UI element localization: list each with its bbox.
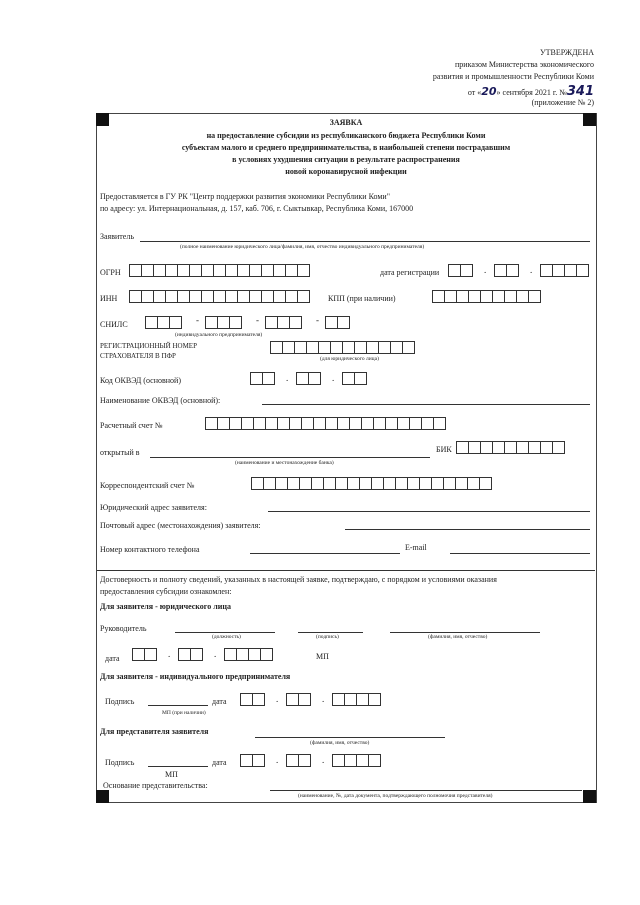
okved-code-label: Код ОКВЭД (основной) [100, 376, 181, 385]
representative-date-year-cells[interactable] [332, 754, 380, 767]
inn-label: ИНН [100, 294, 118, 303]
representative-name-input-line[interactable] [255, 737, 445, 738]
marker-square [96, 790, 109, 803]
head-label: Руководитель [100, 624, 147, 633]
legal-date-day-cells[interactable] [132, 648, 156, 661]
snils-cells-3[interactable] [265, 316, 301, 329]
pfr-cells[interactable] [270, 341, 414, 354]
individual-date-label: дата [212, 697, 227, 706]
bik-label: БИК [436, 445, 452, 454]
postal-address-label: Почтовый адрес (местонахождения) заявителя: [100, 521, 261, 530]
pfr-hint: (для юридического лица) [320, 356, 379, 362]
reg-date-month-cells[interactable] [494, 264, 518, 277]
representative-mp: МП [165, 770, 178, 779]
head-name-input-line[interactable] [390, 632, 540, 633]
bik-cells[interactable] [456, 441, 564, 454]
email-label: E-mail [405, 543, 427, 552]
account-cells[interactable] [205, 417, 445, 430]
form-title: ЗАЯВКА [329, 118, 363, 127]
okved-name-label: Наименование ОКВЭД (основной): [100, 396, 221, 405]
approval-line2: развития и промышленности Республики Коми [432, 72, 594, 81]
submission-line2: по адресу: ул. Интернациональная, д. 157, каб. 706, г. Сыктывкар, Республика Коми, 167000 [100, 204, 414, 213]
individual-mp-hint: МП (при наличии) [162, 710, 206, 716]
bank-input-line[interactable] [150, 457, 430, 458]
heading-line2: субъектам малого и среднего предпринимательства, в наибольшей степени пострадавшим [181, 143, 511, 152]
legal-address-input-line[interactable] [268, 511, 590, 512]
pfr-label-line1: РЕГИСТРАЦИОННЫЙ НОМЕР [100, 342, 197, 350]
individual-signature-label: Подпись [105, 697, 135, 706]
okved-cells-2[interactable] [296, 372, 320, 385]
signature-input-line[interactable] [298, 632, 363, 633]
ogrn-label: ОГРН [100, 268, 121, 277]
representative-date-day-cells[interactable] [240, 754, 264, 767]
ogrn-cells[interactable] [129, 264, 309, 277]
approval-line1: приказом Министерства экономического [455, 60, 594, 69]
marker-square [583, 790, 596, 803]
heading-line4: новой коронавирусной инфекции [285, 167, 407, 176]
okved-name-input-line[interactable] [262, 404, 590, 405]
phone-input-line[interactable] [250, 553, 400, 554]
legal-mp: МП [316, 652, 329, 661]
approval-title: УТВЕРЖДЕНА [539, 48, 594, 57]
individual-date-day-cells[interactable] [240, 693, 264, 706]
legal-date-label: дата [105, 654, 120, 663]
applicant-hint: (полное наименование юридического лица/фамилия, имя, отчество индивидуального предпринимателя) [180, 244, 425, 250]
kpp-label: КПП (при наличии) [328, 294, 396, 303]
legal-address-label: Юридический адрес заявителя: [100, 503, 207, 512]
position-hint: (должность) [212, 634, 241, 640]
account-label: Расчетный счет № [100, 421, 163, 430]
heading-line1: на предоставление субсидии из республиканского бюджета Республики Коми [206, 131, 486, 140]
representative-signature-label: Подпись [105, 758, 135, 767]
representative-title: Для представителя заявителя [100, 727, 209, 736]
approval-line3: от «20» сентября 2021 г. №341 [467, 84, 594, 99]
legal-date-month-cells[interactable] [178, 648, 202, 661]
snils-hint: (индивидуального предпринимателя) [175, 332, 263, 338]
inn-cells[interactable] [129, 290, 309, 303]
representative-name-hint: (фамилия, имя, отчество) [310, 740, 370, 746]
applicant-label: Заявитель [100, 232, 134, 241]
phone-label: Номер контактного телефона [100, 545, 200, 554]
snils-cells-4[interactable] [325, 316, 349, 329]
confirmation-line1: Достоверность и полноту сведений, указанных в настоящей заявке, подтверждаю, с порядком и условиями оказания [100, 575, 497, 584]
postal-address-input-line[interactable] [345, 529, 590, 530]
basis-hint: (наименование, №, дата документа, подтверждающего полномочия представителя) [298, 793, 493, 799]
position-input-line[interactable] [175, 632, 275, 633]
applicant-input-line[interactable] [140, 241, 590, 242]
head-name-hint: (фамилия, имя, отчество) [428, 634, 488, 640]
heading-line3: в условиях ухудшения ситуации в результате распространения [232, 155, 460, 164]
corr-account-label: Корреспондентский счет № [100, 481, 195, 490]
individual-title: Для заявителя - индивидуального предпринимателя [100, 672, 291, 681]
representative-date-month-cells[interactable] [286, 754, 310, 767]
section-divider [97, 570, 595, 571]
pfr-label-line2: СТРАХОВАТЕЛЯ В ПФР [100, 352, 176, 360]
snils-cells-1[interactable] [145, 316, 181, 329]
basis-input-line[interactable] [270, 790, 582, 791]
individual-date-month-cells[interactable] [286, 693, 310, 706]
approval-line4: (приложение № 2) [531, 98, 594, 107]
okved-cells-1[interactable] [250, 372, 274, 385]
corr-account-cells[interactable] [251, 477, 491, 490]
legal-entity-title: Для заявителя - юридического лица [100, 602, 231, 611]
snils-cells-2[interactable] [205, 316, 241, 329]
submission-line1: Предоставляется в ГУ РК "Центр поддержки развития экономики Республики Коми" [100, 192, 390, 201]
approval-number: 341 [566, 84, 594, 99]
opened-in-label: открытый в [100, 448, 140, 457]
reg-date-day-cells[interactable] [448, 264, 472, 277]
reg-date-year-cells[interactable] [540, 264, 588, 277]
kpp-cells[interactable] [432, 290, 540, 303]
reg-date-label: дата регистрации [380, 268, 440, 277]
snils-label: СНИЛС [100, 320, 128, 329]
individual-date-year-cells[interactable] [332, 693, 380, 706]
email-input-line[interactable] [450, 553, 590, 554]
legal-date-year-cells[interactable] [224, 648, 272, 661]
individual-signature-input-line[interactable] [148, 705, 208, 706]
representative-signature-input-line[interactable] [148, 766, 208, 767]
bank-hint: (наименование и местонахождение банка) [235, 460, 334, 466]
basis-label: Основание представительства: [103, 781, 208, 790]
okved-cells-3[interactable] [342, 372, 366, 385]
representative-date-label: дата [212, 758, 227, 767]
signature-hint: (подпись) [316, 634, 339, 640]
approval-day: 20 [481, 85, 497, 98]
confirmation-line2: предоставления субсидии ознакомлен: [100, 587, 232, 596]
